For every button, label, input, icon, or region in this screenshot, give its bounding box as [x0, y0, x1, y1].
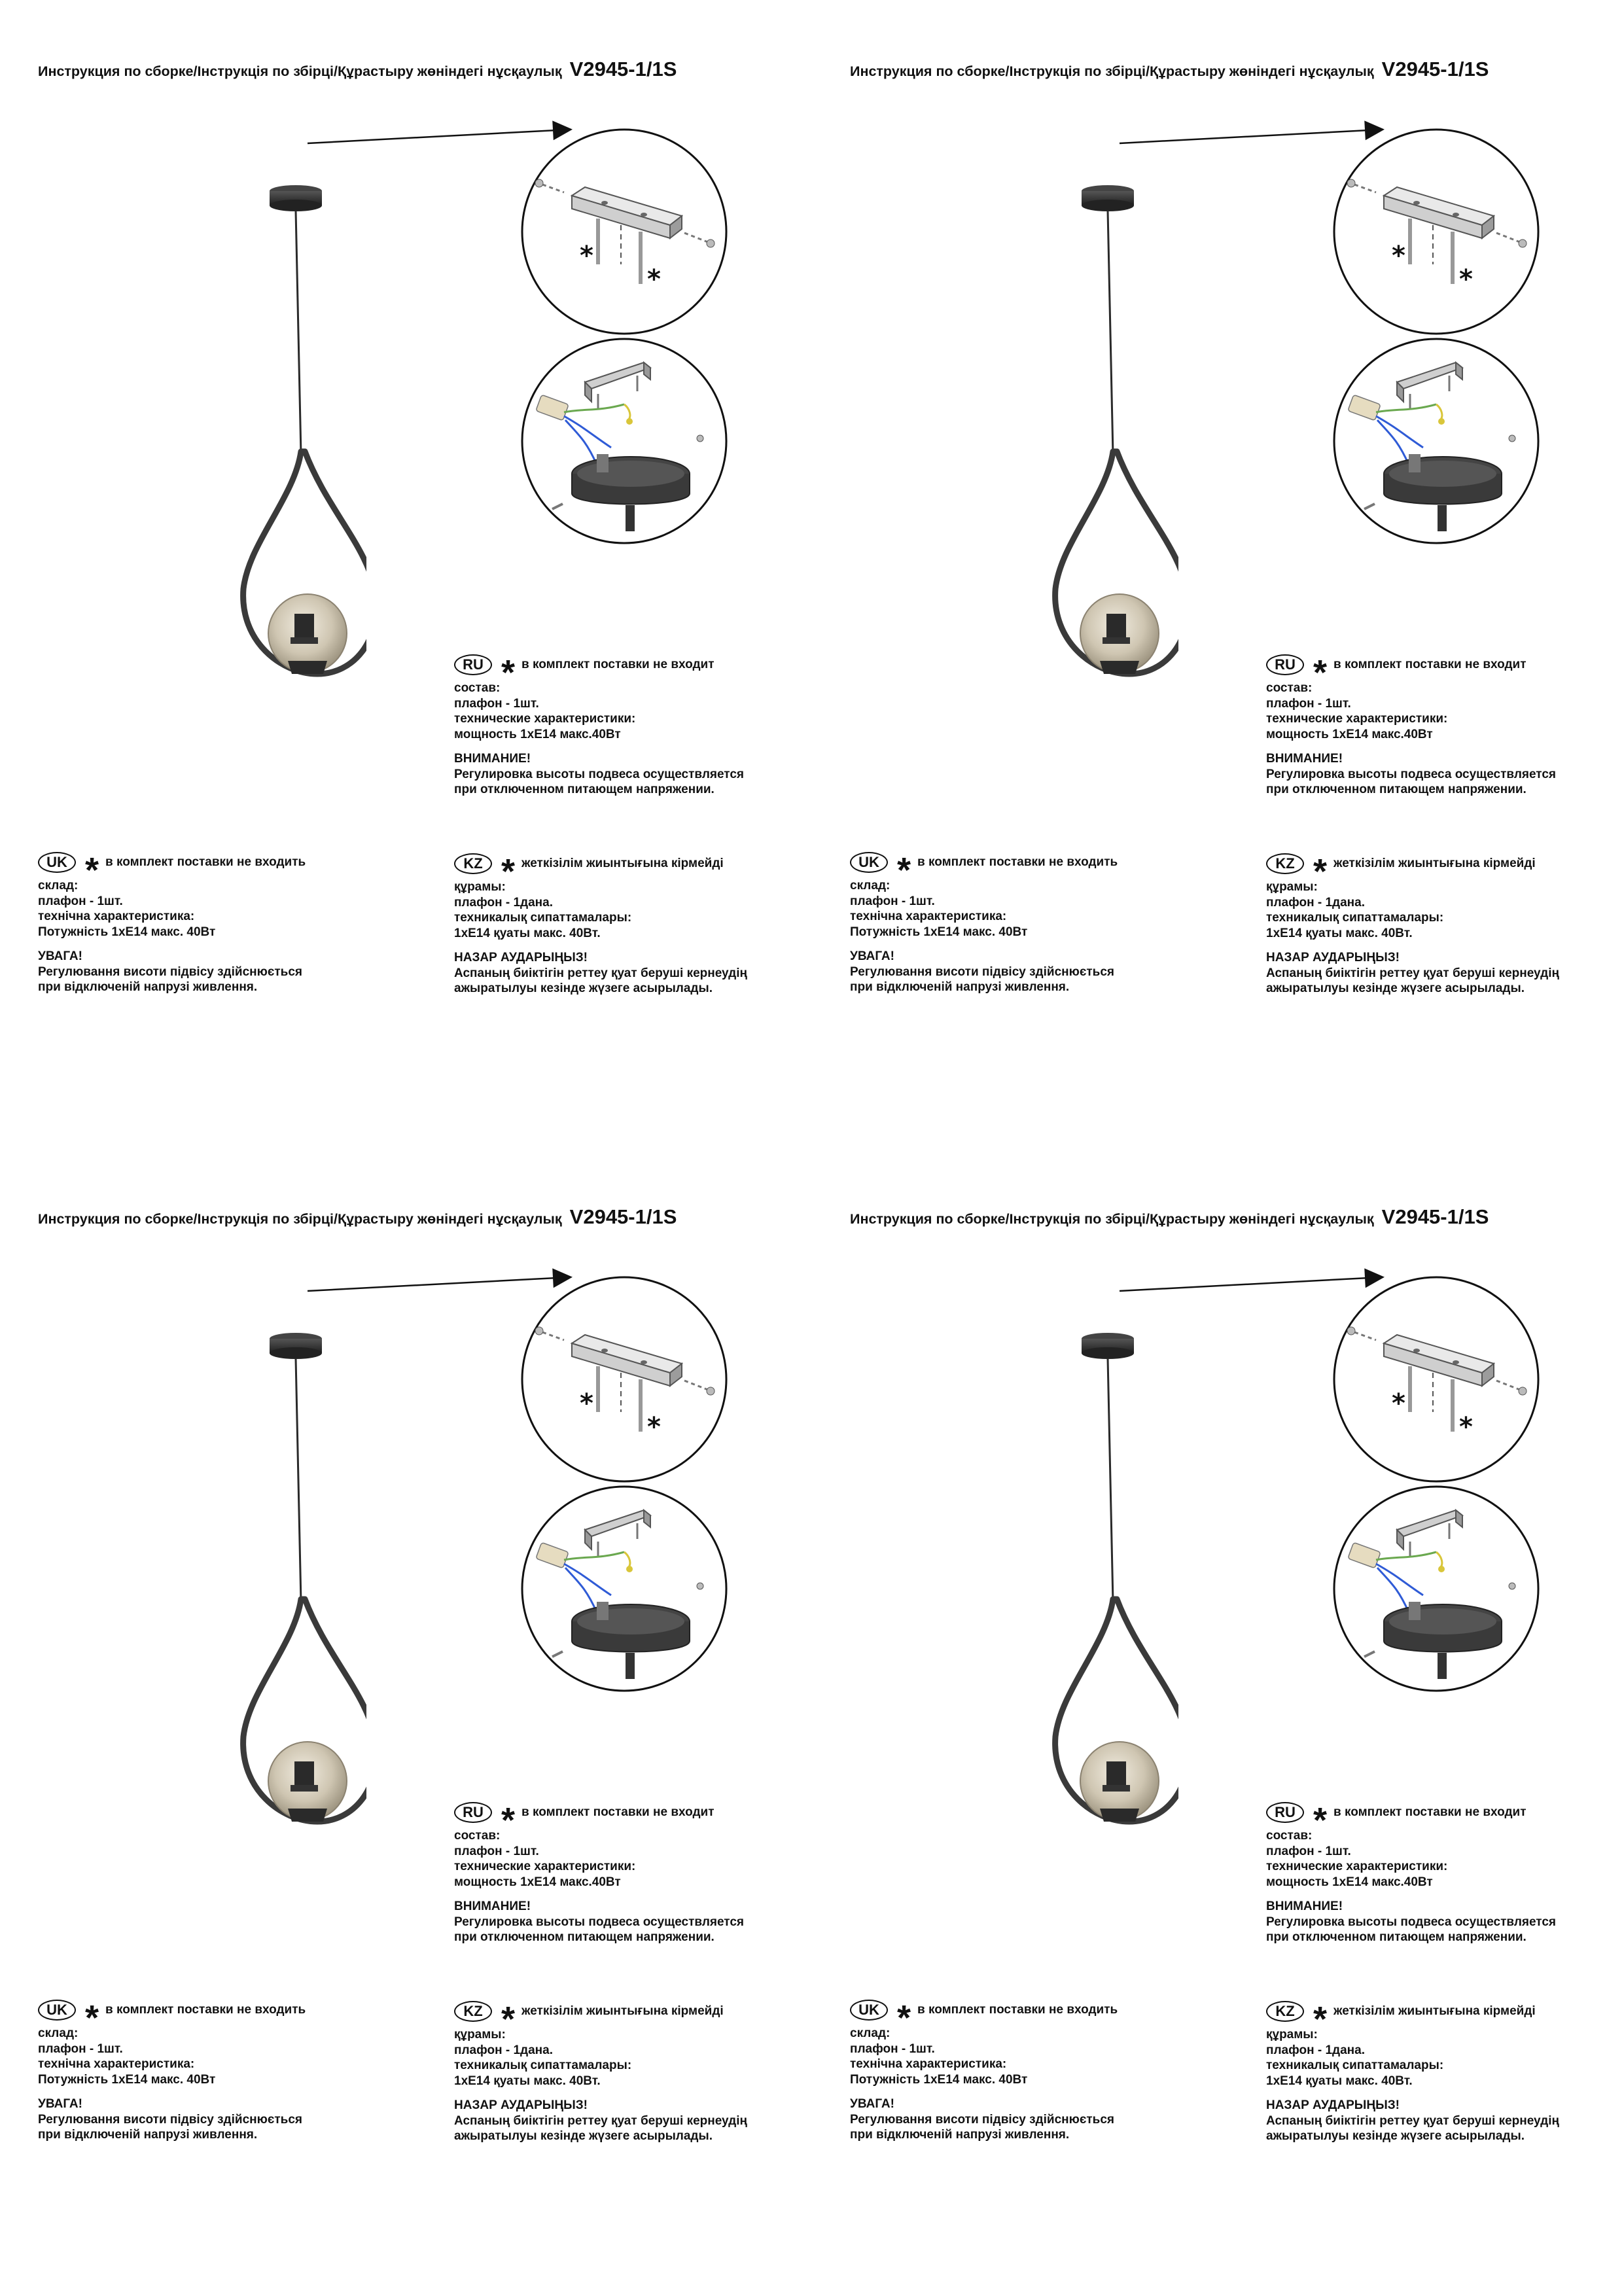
pendant-lamp-illustration [1008, 157, 1178, 707]
instruction-panel [812, 0, 1624, 1148]
uk-warning-title: УВАГА! [38, 2097, 82, 2111]
not-included-star-icon: * [1459, 1412, 1473, 1442]
kz-warning-line: ажыратылуы кезінде жүзеге асырылады. [454, 2129, 713, 2143]
mounting-bracket-detail [1325, 127, 1547, 336]
not-included-star-icon: * [85, 1998, 99, 2038]
not-included-star-icon: * [1313, 1801, 1328, 1840]
kz-language-badge: KZ [1266, 2001, 1304, 2022]
ru-line: плафон - 1шт. [454, 696, 539, 711]
kz-not-included-note: жеткізілім жиынтығына кірмейді [1333, 857, 1536, 871]
kz-warning-title: НАЗАР АУДАРЫҢЫЗ! [1266, 951, 1400, 964]
wiring-detail [513, 336, 735, 546]
wiring-detail [513, 1484, 735, 1693]
ru-not-included-note: в комплект поставки не входит [1333, 1805, 1527, 1820]
ru-line: состав: [1266, 1829, 1313, 1843]
instruction-panel [0, 0, 812, 1148]
uk-line: склад: [38, 879, 79, 892]
ru-warning-title: ВНИМАНИЕ! [454, 1899, 531, 1913]
uk-line: технічна характеристика: [850, 910, 1007, 923]
not-included-star-icon: * [1459, 264, 1473, 294]
not-included-star-icon: * [1392, 241, 1405, 271]
ru-instructions [454, 1799, 744, 1945]
uk-line: плафон - 1шт. [850, 894, 935, 908]
uk-not-included-note: в комплект поставки не входить [917, 855, 1118, 870]
uk-warning-line: при відключеній напрузі живлення. [38, 980, 258, 994]
mounting-bracket-detail [1325, 1275, 1547, 1484]
mounting-bracket-detail [513, 1275, 735, 1484]
uk-instructions [850, 849, 1118, 995]
uk-language-badge: UK [38, 2000, 76, 2021]
kz-line: плафон - 1дана. [454, 2043, 553, 2057]
not-included-star-icon: * [85, 851, 99, 890]
ru-line: мощность 1хЕ14 макс.40Вт [454, 1875, 621, 1889]
uk-line: Потужність 1хЕ14 макс. 40Вт [850, 2072, 1028, 2087]
ru-line: технические характеристики: [454, 1860, 636, 1873]
uk-line: склад: [850, 2026, 891, 2040]
uk-warning-title: УВАГА! [38, 949, 82, 963]
uk-instructions [38, 1997, 306, 2143]
ru-line: плафон - 1шт. [454, 1844, 539, 1858]
title-text: Инструкция по сборке/Інструкція по збірці/Құрастыру жөніндегі нұсқаулық [38, 1211, 562, 1227]
ru-language-badge: RU [1266, 654, 1304, 675]
kz-not-included-note: жеткізілім жиынтығына кірмейді [521, 2004, 724, 2019]
ru-line: плафон - 1шт. [1266, 696, 1351, 711]
kz-line: плафон - 1дана. [1266, 895, 1365, 910]
ru-warning-line: Регулировка высоты подвеса осуществляется [454, 767, 745, 781]
ru-warning-line: при отключенном питающем напряжении. [454, 783, 715, 796]
instruction-panel [812, 1148, 1624, 2295]
uk-line: плафон - 1шт. [38, 894, 123, 908]
kz-warning-title: НАЗАР АУДАРЫҢЫЗ! [454, 2098, 588, 2112]
uk-warning-line: Регулювання висоти підвісу здійснюється [850, 2112, 1114, 2127]
not-included-star-icon: * [580, 1388, 593, 1419]
uk-warning-line: Регулювання висоти підвісу здійснюється [38, 2112, 302, 2127]
ru-instructions [454, 652, 744, 798]
uk-instructions [850, 1997, 1118, 2143]
model-number: V2945-1/1S [569, 58, 677, 80]
ru-warning-line: при отключенном питающем напряжении. [454, 1930, 715, 1944]
ru-language-badge: RU [454, 654, 492, 675]
uk-warning-title: УВАГА! [850, 2097, 894, 2111]
kz-line: құрамы: [454, 2028, 506, 2041]
kz-instructions [454, 851, 747, 997]
kz-warning-line: Аспаның биіктігін реттеу қуат беруші кернеудің [454, 2113, 747, 2128]
kz-instructions [454, 1998, 747, 2144]
ru-warning-line: Регулировка высоты подвеса осуществляется [1266, 1915, 1557, 1929]
kz-warning-line: ажыратылуы кезінде жүзеге асырылады. [1266, 2129, 1525, 2143]
ru-warning-title: ВНИМАНИЕ! [454, 752, 531, 766]
uk-line: плафон - 1шт. [38, 2041, 123, 2056]
wiring-detail [1325, 336, 1547, 546]
uk-warning-line: Регулювання висоти підвісу здійснюється [850, 964, 1114, 979]
kz-line: құрамы: [454, 880, 506, 894]
ru-line: состав: [1266, 681, 1313, 695]
pendant-lamp-illustration [196, 1305, 366, 1854]
uk-line: склад: [38, 2026, 79, 2040]
not-included-star-icon: * [1313, 653, 1328, 692]
ru-language-badge: RU [1266, 1802, 1304, 1823]
uk-warning-line: при відключеній напрузі живлення. [38, 2128, 258, 2142]
uk-instructions [38, 849, 306, 995]
kz-warning-line: ажыратылуы кезінде жүзеге асырылады. [454, 981, 713, 995]
ru-warning-line: Регулировка высоты подвеса осуществляется [454, 1915, 745, 1929]
uk-line: склад: [850, 879, 891, 892]
not-included-star-icon: * [501, 852, 516, 891]
kz-instructions [1266, 1998, 1559, 2144]
ru-line: технические характеристики: [1266, 1860, 1448, 1873]
kz-language-badge: KZ [1266, 853, 1304, 874]
kz-language-badge: KZ [454, 2001, 492, 2022]
uk-language-badge: UK [850, 852, 888, 873]
kz-warning-line: Аспаның биіктігін реттеу қуат беруші кернеудің [1266, 2113, 1559, 2128]
mounting-bracket-detail [513, 127, 735, 336]
kz-warning-line: ажыратылуы кезінде жүзеге асырылады. [1266, 981, 1525, 995]
kz-instructions [1266, 851, 1559, 997]
ru-line: технические характеристики: [454, 712, 636, 726]
ru-not-included-note: в комплект поставки не входит [521, 1805, 715, 1820]
uk-line: технічна характеристика: [850, 2057, 1007, 2071]
not-included-star-icon: * [1392, 1388, 1405, 1419]
ru-line: плафон - 1шт. [1266, 1844, 1351, 1858]
ru-warning-line: Регулировка высоты подвеса осуществляется [1266, 767, 1557, 781]
uk-warning-title: УВАГА! [850, 949, 894, 963]
model-number: V2945-1/1S [569, 1205, 677, 1228]
kz-warning-line: Аспаның биіктігін реттеу қуат беруші кернеудің [1266, 966, 1559, 980]
kz-line: құрамы: [1266, 2028, 1318, 2041]
ru-line: состав: [454, 1829, 501, 1843]
title-text: Инструкция по сборке/Інструкція по збірці/Құрастыру жөніндегі нұсқаулық [850, 63, 1374, 79]
kz-line: техникалық сипаттамалары: [1266, 2058, 1444, 2072]
not-included-star-icon: * [897, 1998, 911, 2038]
kz-line: плафон - 1дана. [454, 895, 553, 910]
uk-language-badge: UK [38, 852, 76, 873]
title-text: Инструкция по сборке/Інструкція по збірці/Құрастыру жөніндегі нұсқаулық [850, 1211, 1374, 1227]
uk-warning-line: Регулювання висоти підвісу здійснюється [38, 964, 302, 979]
uk-language-badge: UK [850, 2000, 888, 2021]
ru-line: мощность 1хЕ14 макс.40Вт [1266, 727, 1433, 741]
title-text: Инструкция по сборке/Інструкція по збірці/Құрастыру жөніндегі нұсқаулық [38, 63, 562, 79]
uk-line: Потужність 1хЕ14 макс. 40Вт [38, 2072, 216, 2087]
not-included-star-icon: * [647, 1412, 661, 1442]
uk-line: Потужність 1хЕ14 макс. 40Вт [38, 925, 216, 939]
uk-line: плафон - 1шт. [850, 2041, 935, 2056]
not-included-star-icon: * [1313, 2000, 1328, 2039]
kz-line: плафон - 1дана. [1266, 2043, 1365, 2057]
kz-line: 1хЕ14 қуаты макс. 40Вт. [454, 926, 601, 940]
uk-not-included-note: в комплект поставки не входить [105, 855, 306, 870]
model-number: V2945-1/1S [1381, 1205, 1489, 1228]
model-number: V2945-1/1S [1381, 58, 1489, 80]
kz-language-badge: KZ [454, 853, 492, 874]
not-included-star-icon: * [897, 851, 911, 890]
ru-instructions [1266, 652, 1556, 798]
ru-line: технические характеристики: [1266, 712, 1448, 726]
instruction-panel [0, 1148, 812, 2295]
kz-line: 1хЕ14 қуаты макс. 40Вт. [1266, 2074, 1413, 2088]
ru-line: состав: [454, 681, 501, 695]
ru-warning-title: ВНИМАНИЕ! [1266, 1899, 1343, 1913]
uk-line: Потужність 1хЕ14 макс. 40Вт [850, 925, 1028, 939]
ru-warning-line: при отключенном питающем напряжении. [1266, 1930, 1527, 1944]
kz-warning-line: Аспаның биіктігін реттеу қуат беруші кернеудің [454, 966, 747, 980]
kz-warning-title: НАЗАР АУДАРЫҢЫЗ! [454, 951, 588, 964]
kz-line: құрамы: [1266, 880, 1318, 894]
not-included-star-icon: * [647, 264, 661, 294]
pendant-lamp-illustration [196, 157, 366, 707]
uk-warning-line: при відключеній напрузі живлення. [850, 2128, 1070, 2142]
not-included-star-icon: * [501, 653, 516, 692]
not-included-star-icon: * [501, 2000, 516, 2039]
not-included-star-icon: * [1313, 852, 1328, 891]
ru-not-included-note: в комплект поставки не входит [1333, 658, 1527, 672]
ru-line: мощность 1хЕ14 макс.40Вт [1266, 1875, 1433, 1889]
kz-line: техникалық сипаттамалары: [1266, 911, 1444, 925]
kz-line: техникалық сипаттамалары: [454, 911, 632, 925]
uk-line: технічна характеристика: [38, 910, 195, 923]
kz-not-included-note: жеткізілім жиынтығына кірмейді [521, 857, 724, 871]
wiring-detail [1325, 1484, 1547, 1693]
ru-line: мощность 1хЕ14 макс.40Вт [454, 727, 621, 741]
ru-not-included-note: в комплект поставки не входит [521, 658, 715, 672]
kz-line: 1хЕ14 қуаты макс. 40Вт. [1266, 926, 1413, 940]
not-included-star-icon: * [580, 241, 593, 271]
uk-not-included-note: в комплект поставки не входить [105, 2003, 306, 2017]
ru-warning-title: ВНИМАНИЕ! [1266, 752, 1343, 766]
uk-warning-line: при відключеній напрузі живлення. [850, 980, 1070, 994]
pendant-lamp-illustration [1008, 1305, 1178, 1854]
kz-not-included-note: жеткізілім жиынтығына кірмейді [1333, 2004, 1536, 2019]
kz-line: 1хЕ14 қуаты макс. 40Вт. [454, 2074, 601, 2088]
ru-warning-line: при отключенном питающем напряжении. [1266, 783, 1527, 796]
not-included-star-icon: * [501, 1801, 516, 1840]
ru-instructions [1266, 1799, 1556, 1945]
kz-line: техникалық сипаттамалары: [454, 2058, 632, 2072]
ru-language-badge: RU [454, 1802, 492, 1823]
kz-warning-title: НАЗАР АУДАРЫҢЫЗ! [1266, 2098, 1400, 2112]
uk-line: технічна характеристика: [38, 2057, 195, 2071]
uk-not-included-note: в комплект поставки не входить [917, 2003, 1118, 2017]
